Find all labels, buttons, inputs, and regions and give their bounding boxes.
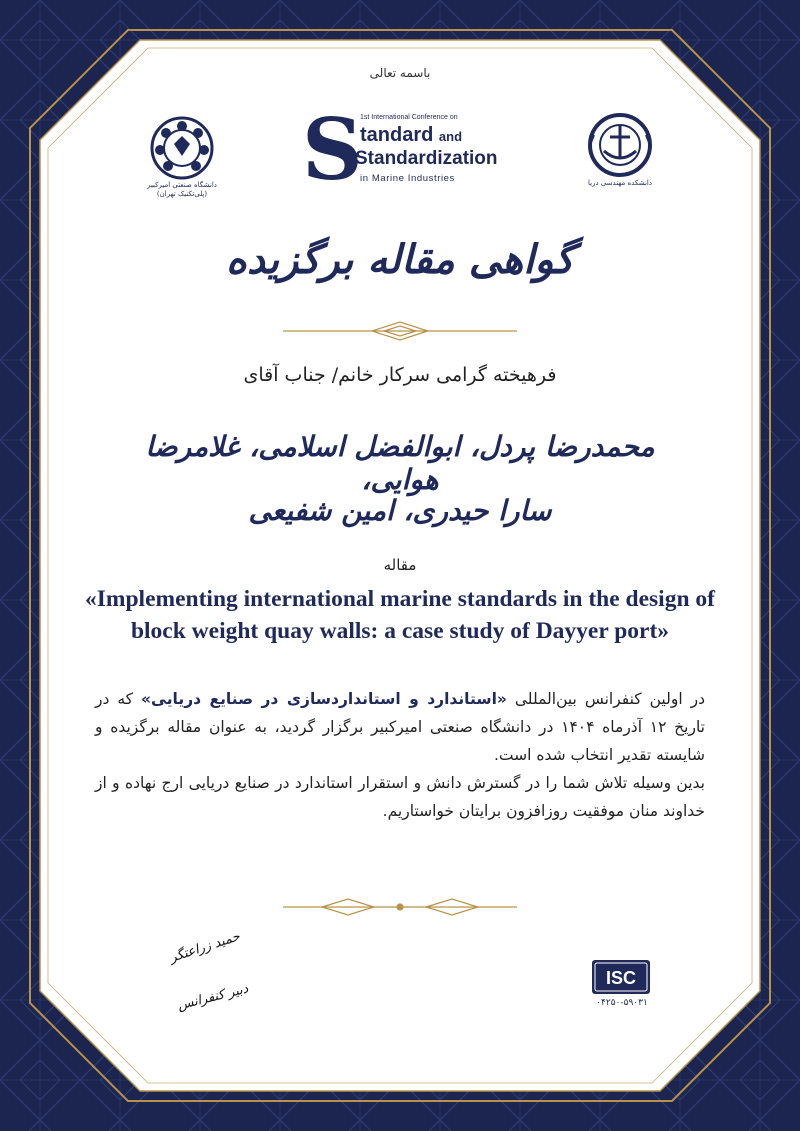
signature-name: حمید زراعتگر: [168, 929, 242, 966]
conference-logo: [300, 100, 498, 199]
basmala: باسمه تعالی: [369, 66, 431, 80]
authors-line-2: سارا حیدری، امین شفیعی: [248, 494, 552, 527]
conference-logo-letter: S: [302, 100, 363, 199]
conference-name: «استاندارد و استانداردسازی در صنایع دریایی»: [141, 690, 507, 708]
conference-logo-edition: 1st International Conference on: [360, 114, 458, 121]
authors-line-1: محمدرضا پردل، ابوالفضل اسلامی، غلامرضا هوایی،: [145, 430, 655, 496]
conference-logo-line3: Standardization: [355, 148, 498, 169]
paper-title: «Implementing international marine standards in the design of block weight quay walls: a case study of Dayyer port»: [85, 586, 715, 644]
paper-label: مقاله: [383, 556, 417, 574]
body-closing: بدین وسیله تلاش شما را در گسترش دانش و استقرار استاندارد در صنایع دریایی ارج نهاده و از خداوند منان موفقیت روزافزون برایتان خواستاریم.: [95, 774, 705, 820]
conference-logo-line2: [360, 124, 462, 147]
marine-faculty-caption: دانشکده مهندسی دریا: [588, 179, 652, 187]
signature-role: دبیر کنفرانس: [176, 981, 250, 1014]
certificate-body: [95, 685, 705, 825]
marine-faculty-logo: [590, 115, 650, 175]
certificate-title: گواهی مقاله برگزیده: [226, 236, 574, 283]
salutation: فرهیخته گرامی سرکار خانم/ جناب آقای: [243, 364, 557, 386]
isc-logo: [592, 960, 650, 994]
isc-number: ۰۴۲۵۰-۵۹۰۳۱: [596, 998, 648, 1008]
amirkabir-caption-sub: (پلی‌تکنیک تهران): [156, 190, 208, 198]
isc-label: ISC: [605, 968, 637, 988]
conference-logo-word: tandard: [360, 124, 434, 146]
amirkabir-caption: دانشگاه صنعتی امیرکبیر: [147, 181, 217, 189]
conference-logo-and: and: [438, 129, 463, 144]
conference-logo-line4: in Marine Industries: [360, 173, 455, 184]
body-details: که در تاریخ ۱۲ آذرماه ۱۴۰۴ در دانشگاه صنعتی امیرکبیر برگزار گردید، به عنوان مقاله برگزیده و شایسته تقدیر انتخاب شده است.: [95, 690, 705, 764]
body-intro: در اولین کنفرانس بین‌المللی: [514, 690, 705, 708]
